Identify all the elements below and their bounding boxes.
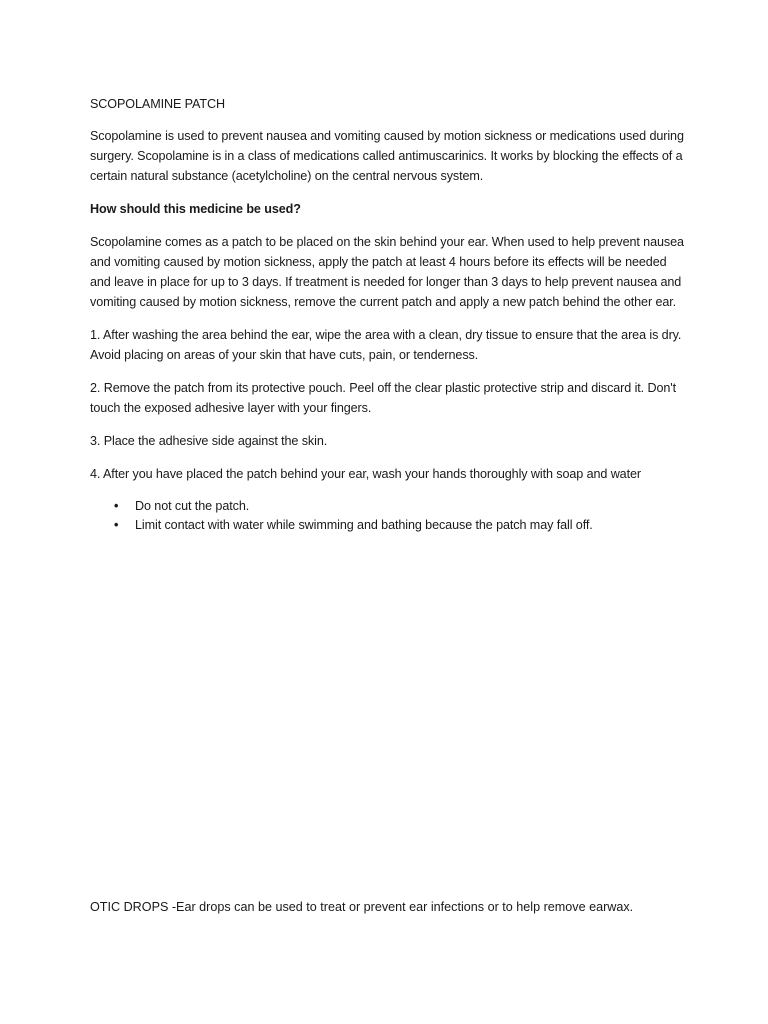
bullet-text: Do not cut the patch. bbox=[135, 499, 250, 513]
document-body bbox=[90, 94, 690, 535]
bullet-icon: • bbox=[114, 518, 119, 532]
page-title: SCOPOLAMINE PATCH bbox=[90, 97, 225, 111]
step-3: 3. Place the adhesive side against the skin. bbox=[90, 434, 328, 448]
otic-drops-line: OTIC DROPS -Ear drops can be used to treat or prevent ear infections or to help remove earwax. bbox=[90, 900, 634, 914]
list-item bbox=[90, 497, 690, 516]
bullet-icon: • bbox=[114, 499, 119, 513]
intro-emphasis: prevent nausea and vomiting bbox=[221, 129, 381, 143]
intro-lead: Scopolamine is used to bbox=[90, 129, 222, 143]
step-1: 1. After washing the area behind the ear, wipe the area with a clean, dry tissue to ensure that the area is dry. Avoid placing on areas of your skin that have cuts, pain, or tenderness. bbox=[90, 328, 682, 362]
usage-paragraph: Scopolamine comes as a patch to be placed on the skin behind your ear. When used to help prevent nausea and vomiting caused by motion sickness, apply the patch at least 4 hours before its effects will be needed and leave in place for up to 3 days. If treatment is needed for longer than 3 days to help prevent nausea and vomiting caused by motion sickness, remove the current patch and apply a new patch behind the other ear. bbox=[90, 235, 684, 309]
bullet-text: Limit contact with water while swimming and bathing because the patch may fall off. bbox=[135, 518, 593, 532]
intro-paragraph bbox=[90, 126, 690, 186]
bullet-list bbox=[90, 497, 690, 535]
step-2: 2. Remove the patch from its protective pouch. Peel off the clear plastic protective strip and discard it. Don't touch the exposed adhesive layer with your fingers. bbox=[90, 381, 676, 415]
intro-rest: caused by motion sickness or medications used during surgery. Scopolamine is in a class of medications called antimuscarinics. It works by blocking the effects of a certain natural substance (acetylcholine) on the central nervous system. bbox=[90, 129, 684, 183]
list-item bbox=[90, 516, 690, 535]
usage-heading: How should this medicine be used? bbox=[90, 202, 301, 216]
step-4: 4. After you have placed the patch behind your ear, wash your hands thoroughly with soap and water bbox=[90, 467, 641, 481]
